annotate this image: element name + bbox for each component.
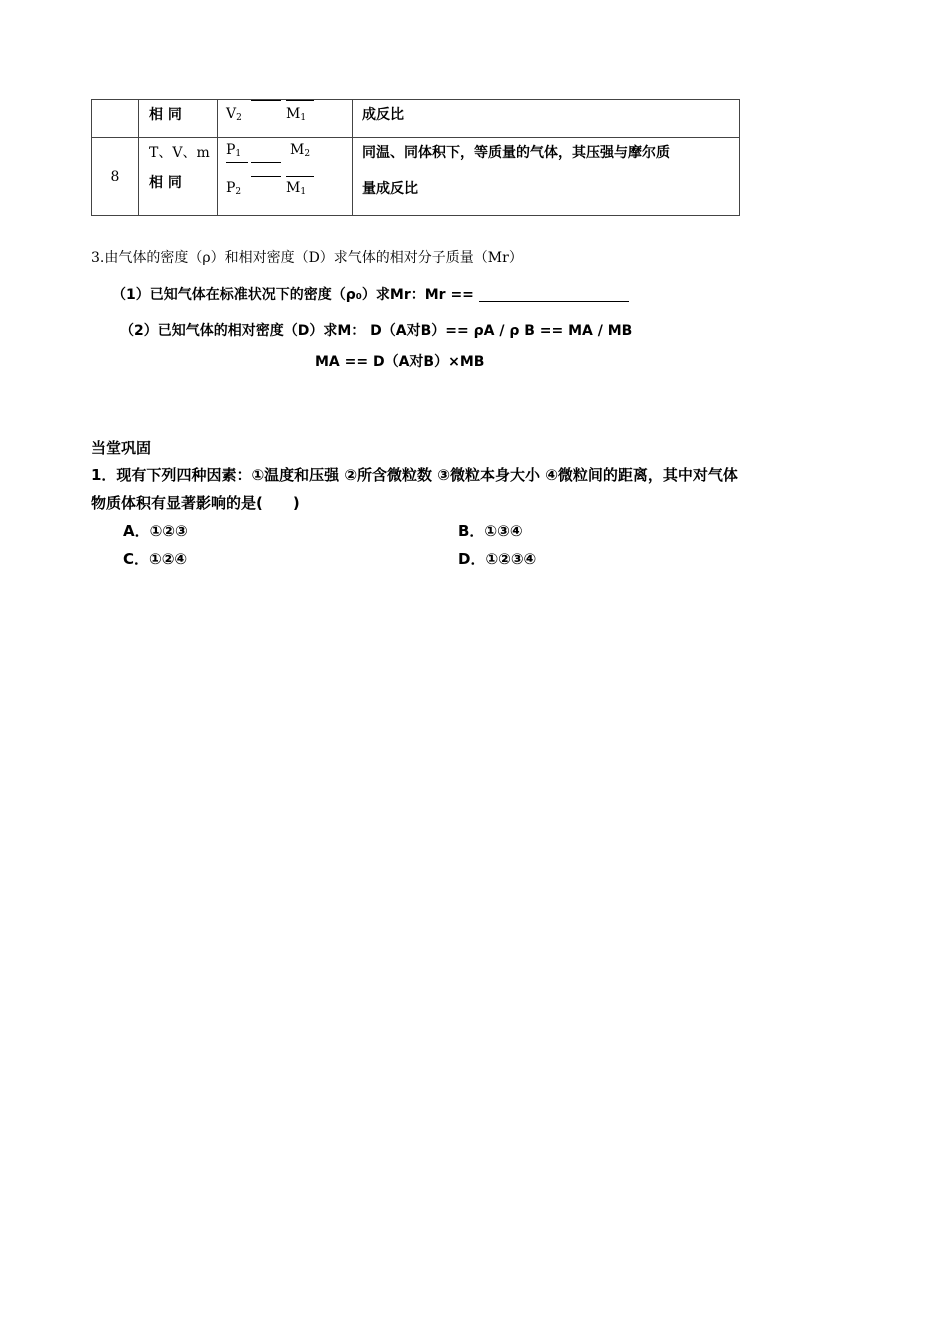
practice-heading: 当堂巩固 [91,439,152,457]
option-c: C．①②④ [123,550,188,568]
option-d: D．①②③④ [458,550,537,568]
condition-text: 相 同 [149,107,182,123]
table-cell-index [92,138,139,216]
conclusion-text: 成反比 [362,107,404,123]
fraction-line [286,100,314,101]
formula-item-1-text: （1）已知气体在标准状况下的密度（ρ₀）求Mr：Mr == [112,287,474,303]
formula-item-2-line2: MA == D（A对B）×MB [315,354,485,370]
formula-bottom-right: $M_1$ [286,180,307,197]
fraction-line [226,162,248,163]
formula-item-2: （2）已知气体的相对密度（D）求M： D（A对B）== ρA / ρ B == MA / MB [120,323,633,339]
table-cell-formula [218,100,353,138]
section-heading: 3.由气体的密度（ρ）和相对密度（D）求气体的相对分子质量（Mr） [91,250,523,266]
fraction-line [251,100,281,101]
table-cell-conclusion [353,138,740,216]
table-cell-conclusion [353,100,740,138]
option-a: A．①②③ [123,522,188,540]
table-row [92,138,740,216]
condition-line2: 相 同 [149,175,182,191]
table-cell-condition [139,138,218,216]
option-b: B．①③④ [458,522,523,540]
fraction-line [251,162,281,163]
table-cell-index [92,100,139,138]
formula-item-1 [112,284,629,304]
conclusion-line2: 量成反比 [362,181,418,197]
table-row [92,100,740,138]
conclusion-line1: 同温、同体积下，等质量的气体，其压强与摩尔质 [362,145,670,161]
question-text-line2: 物质体积有显著影响的是( ) [91,494,300,512]
row-index: 8 [110,168,120,185]
formula-top-left: $P_1$ [226,142,242,159]
comparison-table [91,99,740,216]
fraction-line [286,176,314,177]
formula-top-right: $M_2$ [290,142,311,159]
formula-bottom-left: $P_2$ [226,180,242,197]
formula-left: $V_2$ [226,106,242,123]
formula-right: $M_1$ [286,106,307,123]
question-text-line1: 1．现有下列四种因素：①温度和压强 ②所含微粒数 ③微粒本身大小 ④微粒间的距离，其中对气体 [91,466,738,484]
fraction-line [251,176,281,177]
answer-blank [479,287,629,302]
condition-line1: T、V、m [149,145,210,161]
table-cell-formula [218,138,353,216]
table-cell-condition [139,100,218,138]
